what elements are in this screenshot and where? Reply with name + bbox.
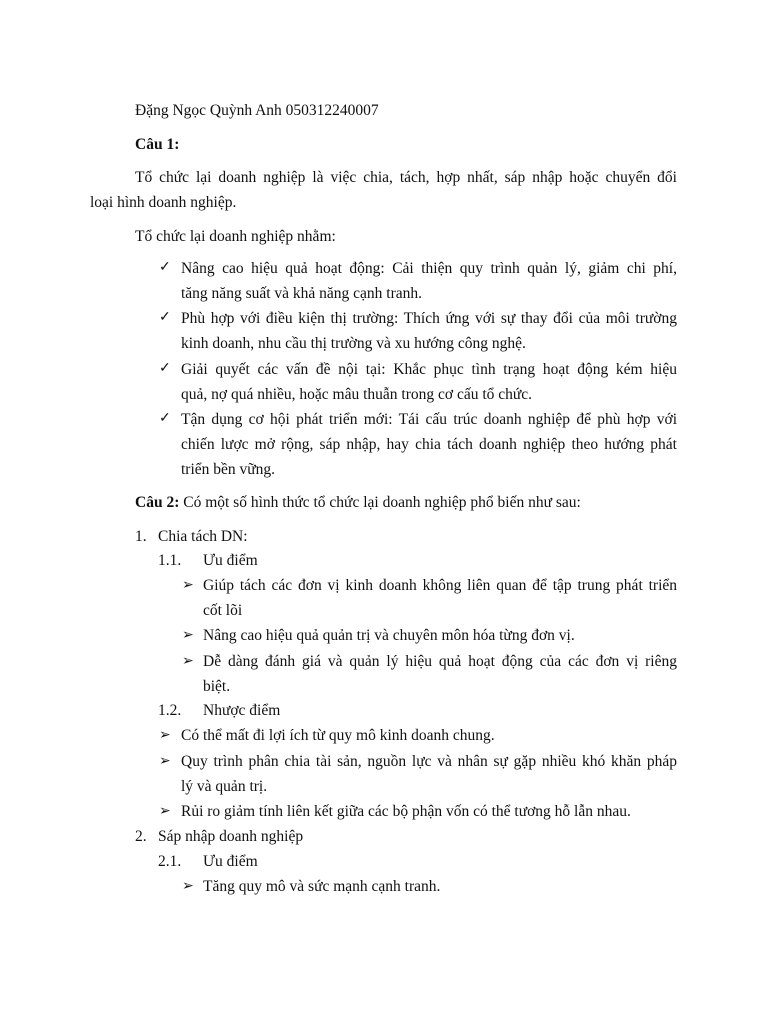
subsection-title: Ưu điểm [203, 853, 258, 870]
list-item-line: Rủi ro giảm tính liên kết giữa các bộ phận vốn có thể tương hỗ lẫn nhau. [181, 803, 631, 820]
author-line: Đặng Ngọc Quỳnh Anh 050312240007 [135, 102, 379, 119]
q1-definition-line: Tổ chức lại doanh nghiệp là việc chia, tách, hợp nhất, sáp nhập hoặc chuyển đổi [135, 169, 677, 186]
subsection-number: 1.2. [158, 702, 182, 719]
list-item-line: Tăng quy mô và sức mạnh cạnh tranh. [203, 878, 441, 895]
list-item-line: quả, nợ quá nhiều, hoặc mâu thuẫn trong cơ cấu tổ chức. [181, 386, 533, 403]
subsection-number: 1.1. [158, 552, 182, 569]
section-title: Sáp nhập doanh nghiệp [158, 828, 304, 845]
section-title: Chia tách DN: [158, 528, 248, 545]
arrow-bullet-icon: ➢ [159, 728, 171, 743]
arrow-bullet-icon: ➢ [182, 654, 194, 669]
list-item-line: Nâng cao hiệu quả hoạt động: Cải thiện quy trình quản lý, giảm chi phí, [181, 260, 677, 277]
list-item-line: chiến lược mở rộng, sáp nhập, hay chia tách doanh nghiệp theo hướng phát [181, 436, 677, 453]
check-icon: ✓ [159, 411, 171, 426]
list-item-line: Tận dụng cơ hội phát triển mới: Tái cấu trúc doanh nghiệp để phù hợp với [181, 411, 677, 428]
subsection-number: 2.1. [158, 853, 182, 870]
arrow-bullet-icon: ➢ [182, 578, 194, 593]
question-2-heading: Câu 2: Có một số hình thức tổ chức lại doanh nghiệp phổ biến như sau: [135, 494, 581, 511]
list-item-line: tăng năng suất và khả năng cạnh tranh. [181, 285, 423, 302]
list-item-line: kinh doanh, nhu cầu thị trường và xu hướng công nghệ. [181, 335, 526, 352]
subsection-title: Ưu điểm [203, 552, 258, 569]
list-item-line: Phù hợp với điều kiện thị trường: Thích ứng với sự thay đổi của môi trường [181, 310, 677, 327]
arrow-bullet-icon: ➢ [182, 879, 194, 894]
list-item-line: Quy trình phân chia tài sản, nguồn lực và nhân sự gặp nhiều khó khăn pháp [181, 753, 677, 770]
question-1-heading: Câu 1: [135, 136, 180, 153]
arrow-bullet-icon: ➢ [159, 754, 171, 769]
list-item-line: lý và quản trị. [181, 778, 268, 795]
section-number: 2. [135, 828, 147, 845]
list-item-line: biệt. [203, 678, 231, 695]
list-item-line: Nâng cao hiệu quả quản trị và chuyên môn hóa từng đơn vị. [203, 627, 575, 644]
list-item-line: Giúp tách các đơn vị kinh doanh không liên quan để tập trung phát triển [203, 577, 677, 594]
arrow-bullet-icon: ➢ [159, 804, 171, 819]
check-icon: ✓ [159, 310, 171, 325]
list-item-line: Dễ dàng đánh giá và quản lý hiệu quả hoạt động của các đơn vị riêng [203, 653, 677, 670]
q1-definition-line: loại hình doanh nghiệp. [90, 194, 237, 211]
check-icon: ✓ [159, 260, 171, 275]
section-number: 1. [135, 528, 147, 545]
check-icon: ✓ [159, 361, 171, 376]
arrow-bullet-icon: ➢ [182, 628, 194, 643]
subsection-title: Nhược điểm [203, 702, 281, 719]
list-item-line: triển bền vững. [181, 461, 276, 478]
list-item-line: Giải quyết các vấn đề nội tại: Khắc phục tình trạng hoạt động kém hiệu [181, 361, 677, 378]
q2-intro: Có một số hình thức tổ chức lại doanh nghiệp phổ biến như sau: [183, 494, 581, 511]
list-item-line: Có thể mất đi lợi ích từ quy mô kinh doanh chung. [181, 727, 495, 744]
q1-purpose-intro: Tổ chức lại doanh nghiệp nhằm: [135, 228, 336, 245]
list-item-line: cốt lõi [203, 602, 243, 619]
